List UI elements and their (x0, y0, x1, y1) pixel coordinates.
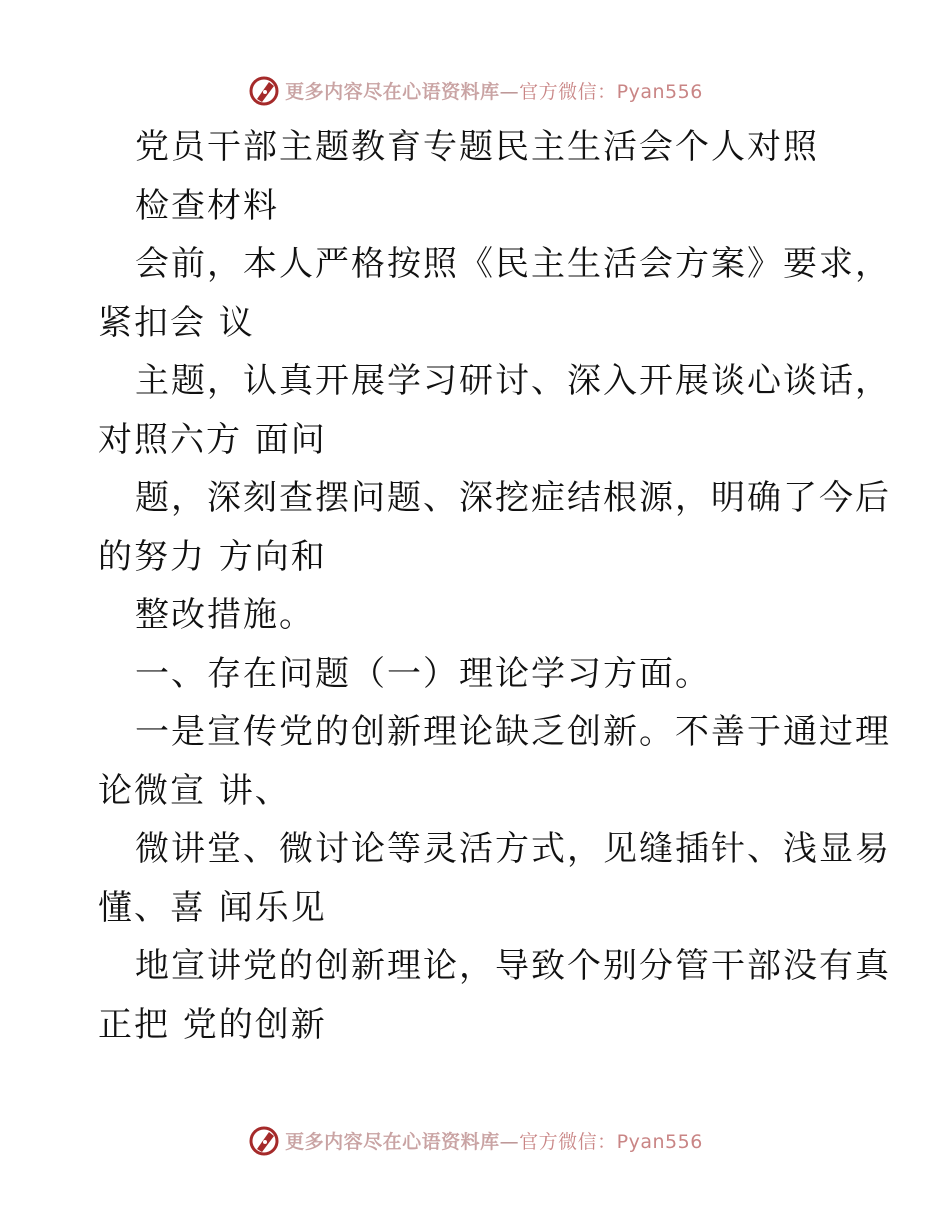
footer-site-text: 更多内容尽在心语资料库 (285, 1130, 500, 1153)
body-line: 会前，本人严格按照《民主生活会方案》要求， (135, 244, 891, 284)
pen-nib-logo-icon (247, 1123, 281, 1157)
body-line: 正把 党的创新 (98, 1004, 327, 1045)
header-banner (0, 70, 950, 110)
body-line: 地宣讲党的创新理论，导致个别分管干部没有真 (135, 946, 891, 986)
header-separator: — (499, 80, 520, 103)
body-line: 的努力 方向和 (98, 536, 327, 577)
body-line: 一是宣传党的创新理论缺乏创新。不善于通过理 (135, 712, 891, 752)
body-line: 懂、喜 闻乐见 (98, 887, 327, 928)
body-line: 对照六方 面问 (98, 419, 327, 460)
footer-separator: — (499, 1130, 520, 1153)
document-title-line-2: 检查材料 (135, 185, 279, 226)
footer-banner (0, 1120, 950, 1160)
document-body (98, 118, 891, 1054)
body-line: 整改措施。 (135, 595, 315, 635)
body-line: 主题，认真开展学习研讨、深入开展谈心谈话， (135, 361, 891, 401)
pen-nib-logo-icon (247, 73, 281, 107)
document-title-line-1: 党员干部主题教育专题民主生活会个人对照 (135, 127, 819, 167)
body-line: 题，深刻查摆问题、深挖症结根源，明确了今后 (135, 478, 891, 518)
body-line: 微讲堂、微讨论等灵活方式，见缝插针、浅显易 (135, 829, 891, 869)
body-line: 紧扣会 议 (98, 302, 255, 343)
section-heading: 一、存在问题（一）理论学习方面。 (135, 653, 711, 694)
footer-contact-text: 官方微信：Pyan556 (519, 1130, 703, 1153)
header-site-text: 更多内容尽在心语资料库 (285, 80, 500, 103)
header-banner-text (285, 77, 703, 104)
header-contact-text: 官方微信：Pyan556 (519, 80, 703, 103)
footer-banner-text (285, 1127, 703, 1154)
body-line: 论微宣 讲、 (98, 770, 291, 811)
